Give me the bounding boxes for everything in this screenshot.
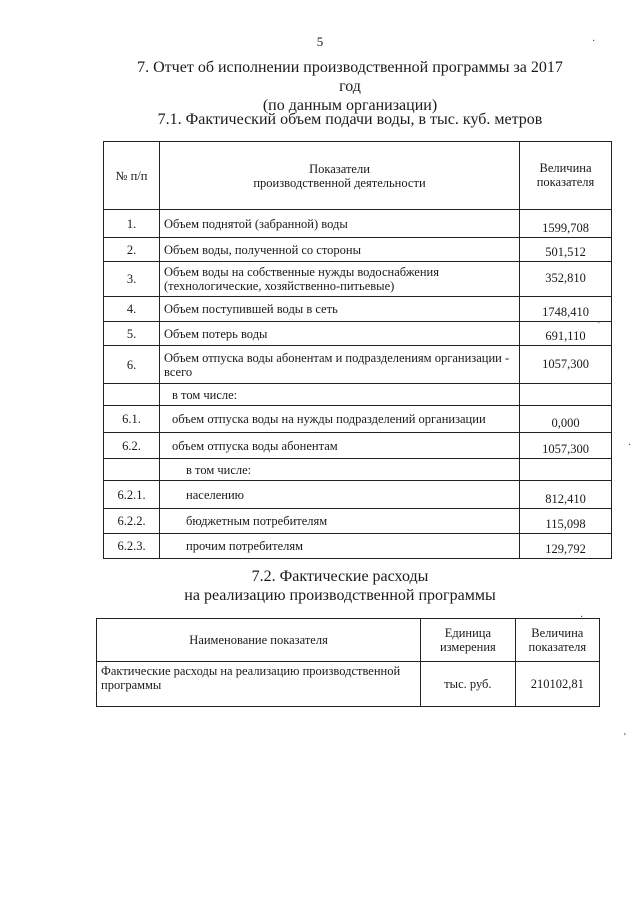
report-heading-line2: (по данным организации) [262,97,438,114]
row-label: бюджетным потребителям [160,509,520,534]
row-num: 6. [104,346,160,384]
row-value [520,384,612,406]
table-row [97,662,600,707]
row-value: 812,410 [520,481,612,509]
table-row [104,384,612,406]
col-header-indicator-line1: Показатели [309,161,370,176]
row-num [104,459,160,481]
row-label: объем отпуска воды на нужды подразделений организации [160,406,520,433]
col-header-value [515,619,599,662]
row-label: в том числе: [160,459,520,481]
row-num: 2. [104,238,160,262]
col-header-value-line2: показателя [536,174,595,189]
row-num: 6.2.2. [104,509,160,534]
col-header-indicator [160,142,520,210]
section2-title-line1: 7.2. Фактические расходы [251,568,429,585]
row-value: 352,810 [520,262,612,297]
col-header-value-line1: Величина [539,160,592,175]
row-name: Фактические расходы на реализацию производственной программы [97,662,421,707]
scan-speck: · [592,36,596,47]
row-num: 6.2. [104,433,160,459]
expenses-table [96,618,600,707]
row-label: Объем потерь воды [160,322,520,346]
row-value [520,459,612,481]
col-header-value-line1: Величина [531,626,584,640]
table-row [104,210,612,238]
table-row [104,322,612,346]
row-label: Объем воды на собственные нужды водоснабжения (технологические, хозяйственно-питьевые) [160,262,520,297]
table-header-row [104,142,612,210]
report-heading [130,58,570,115]
row-value: 115,098 [520,509,612,534]
row-num: 6.1. [104,406,160,433]
table-row [104,481,612,509]
table-row [104,509,612,534]
row-label: в том числе: [160,384,520,406]
row-label: объем отпуска воды абонентам [160,433,520,459]
row-value: 501,512 [520,238,612,262]
water-volume-table [103,141,612,559]
section2-title-line2: на реализацию производственной программы [184,587,496,604]
scan-speck: ' [624,732,626,743]
row-value: 210102,81 [515,662,599,707]
scan-speck: · [580,612,584,623]
row-value: 1748,410 [520,297,612,322]
row-num: 6.2.3. [104,534,160,559]
col-header-value [520,142,612,210]
page-number: 5 [316,34,324,49]
row-label: Объем поднятой (забранной) воды [160,210,520,238]
table-row [104,534,612,559]
col-header-unit-line2: измерения [439,640,496,654]
row-unit: тыс. руб. [421,662,516,707]
row-value: 1599,708 [520,210,612,238]
report-heading-line1: 7. Отчет об исполнении производственной программы за 2017 год [137,59,563,95]
row-value: 691,110 [520,322,612,346]
table-row [104,346,612,384]
row-value: 1057,300 [520,346,612,384]
col-header-unit [421,619,516,662]
col-header-value-line2: показателя [528,640,587,654]
scan-speck: ' [598,320,600,331]
row-value: 1057,300 [520,433,612,459]
table-row [104,238,612,262]
row-num: 5. [104,322,160,346]
scan-speck: · [628,440,632,451]
table-row [104,406,612,433]
table-row [104,459,612,481]
row-label: Объем отпуска воды абонентам и подразделениям организации - всего [160,346,520,384]
row-value: 0,000 [520,406,612,433]
section1-title: 7.1. Фактический объем подачи воды, в тыс. куб. метров [157,111,543,128]
row-num: 4. [104,297,160,322]
table-header-row [97,619,600,662]
col-header-num: № п/п [104,142,160,210]
row-num [104,384,160,406]
row-label: Объем воды, полученной со стороны [160,238,520,262]
col-header-indicator-line2: производственной деятельности [253,175,426,190]
row-label: Объем поступившей воды в сеть [160,297,520,322]
row-label: прочим потребителям [160,534,520,559]
row-num: 3. [104,262,160,297]
row-num: 6.2.1. [104,481,160,509]
row-label: населению [160,481,520,509]
col-header-unit-line1: Единица [444,626,492,640]
row-value: 129,792 [520,534,612,559]
table-row [104,297,612,322]
section2-title [120,567,560,605]
table-row [104,262,612,297]
col-header-name: Наименование показателя [97,619,421,662]
table-row [104,433,612,459]
row-num: 1. [104,210,160,238]
